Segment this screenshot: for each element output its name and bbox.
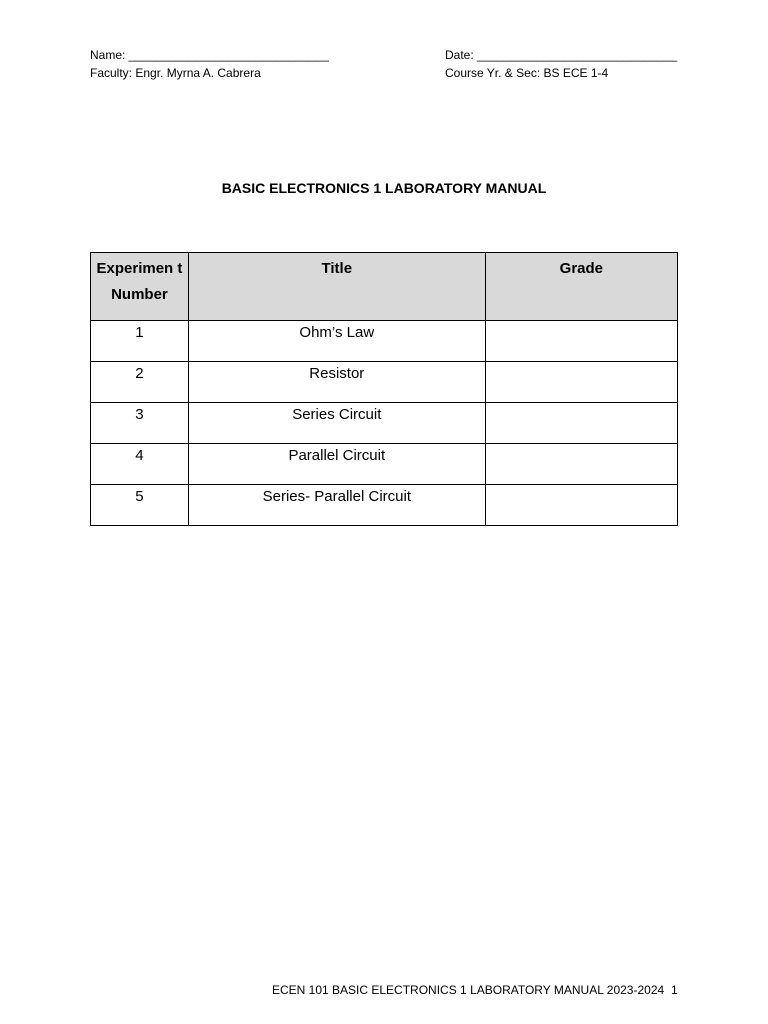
experiment-number-cell: 2 [91, 362, 189, 403]
header-left-block [90, 46, 329, 82]
experiment-grade-cell[interactable] [485, 403, 677, 444]
experiment-title-cell: Series Circuit [188, 403, 485, 444]
experiment-grade-cell[interactable] [485, 321, 677, 362]
experiment-grade-cell[interactable] [485, 485, 677, 526]
header-experiment-number: Experimen t Number [91, 253, 189, 321]
footer-text: ECEN 101 BASIC ELECTRONICS 1 LABORATORY MANUAL 2023-2024 [272, 983, 665, 997]
table-row [91, 444, 678, 485]
course-section-line: Course Yr. & Sec: BS ECE 1-4 [445, 66, 609, 80]
date-field-line: Date: ______________________________ [445, 48, 678, 62]
header-title: Title [188, 253, 485, 321]
experiment-title-cell: Ohm’s Law [188, 321, 485, 362]
table-header-row [91, 253, 678, 321]
table-row [91, 321, 678, 362]
table-row [91, 485, 678, 526]
header-grade: Grade [485, 253, 677, 321]
page-number: 1 [671, 983, 678, 997]
experiment-number-cell: 3 [91, 403, 189, 444]
experiment-number-cell: 5 [91, 485, 189, 526]
experiment-grades-table [90, 252, 678, 526]
experiment-grade-cell[interactable] [485, 362, 677, 403]
name-field-line: Name: ______________________________ [90, 48, 329, 62]
experiment-grade-cell[interactable] [485, 444, 677, 485]
experiment-title-cell: Parallel Circuit [188, 444, 485, 485]
experiment-title-cell: Series- Parallel Circuit [188, 485, 485, 526]
document-title: BASIC ELECTRONICS 1 LABORATORY MANUAL [221, 180, 547, 196]
table-row [91, 362, 678, 403]
experiment-title-cell: Resistor [188, 362, 485, 403]
experiment-number-cell: 4 [91, 444, 189, 485]
table-row [91, 403, 678, 444]
header-right-block [445, 46, 677, 82]
faculty-line: Faculty: Engr. Myrna A. Cabrera [90, 66, 261, 80]
experiment-number-cell: 1 [91, 321, 189, 362]
